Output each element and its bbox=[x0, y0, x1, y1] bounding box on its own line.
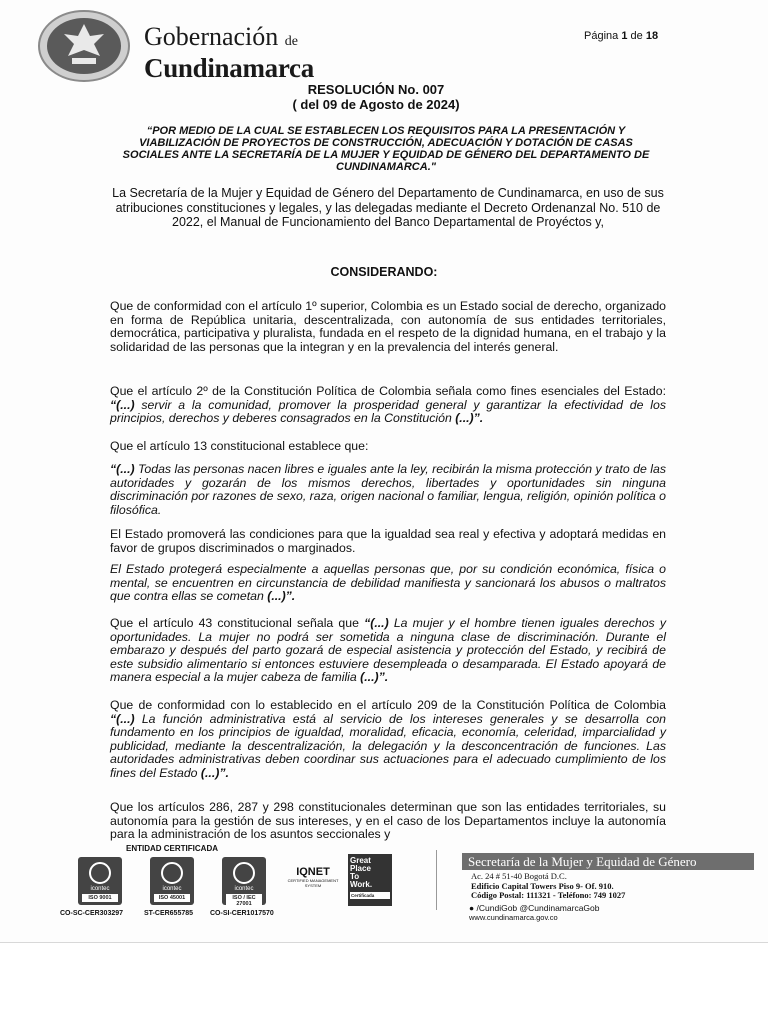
paragraph-article-209: Que de conformidad con lo establecido en el artículo 209 de la Constitución Política de Colombia “(...) La función administrativa está al servicio de los intereses generales y se desarrolla con fundamento en los principios de igualdad, moralidad, eficacia, economía, celeridad, imparcialidad y publicidad, mediante la descentralización, la delegación y la desconcentración de funciones. Las autoridades administrativas deben coordinar sus actuaciones para el adecuado cumplimiento de los fines del Estado (...)”. bbox=[110, 698, 666, 780]
quote-article-13-c: El Estado protegerá especialmente a aquellas personas que, por su condición económica, física o mental, se encuentren en circunstancia de debilidad manifiesta y sancionará los abusos o maltratos que contra ellas se cometan (...)”. bbox=[110, 562, 666, 604]
website-link[interactable]: www.cundinamarca.gov.co bbox=[469, 913, 558, 922]
iqnet-logo: IQNET CERTIFIED MANAGEMENT SYSTEM bbox=[287, 866, 339, 888]
resolution-date: ( del 09 de Agosto de 2024) bbox=[292, 97, 460, 112]
paragraph-article-1: Que de conformidad con el artículo 1º superior, Colombia es un Estado social de derecho, organizado en forma de República unitaria, descentralizada, con autonomía de sus entidades territoriales, democrática, participativa y pluralista, fundada en el respeto de la dignidad humana, en el trabajo y la solidaridad de las personas que la integran y en la prevalencia del interés general. bbox=[110, 299, 666, 354]
icontec-icon bbox=[89, 862, 111, 884]
certified-entity-label: ENTIDAD CERTIFICADA bbox=[126, 844, 218, 853]
paragraph-article-13: Que el artículo 13 constitucional establece que: bbox=[110, 439, 369, 453]
resolution-title: “POR MEDIO DE LA CUAL SE ESTABLECEN LOS REQUISITOS PARA LA PRESENTACIÓN Y VIABILIZACIÓN DE PROYECTOS DE CONSTRUCCIÓN, ADECUACIÓN Y DOTACIÓN DE CASAS SOCIALES ANTE LA SECRETARÍA DE LA MUJER Y EQUIDAD DE GÉNERO DEL DEPARTAMENTO DE CUNDINAMARCA." bbox=[122, 125, 650, 173]
great-place-to-work-badge: Great Place To Work. Certificada bbox=[348, 854, 392, 906]
cert-code: CO-SI-CER1017570 bbox=[210, 910, 274, 917]
facebook-icon: ● bbox=[469, 903, 475, 913]
brand-wordmark: Gobernación de Cundinamarca bbox=[144, 22, 314, 83]
page-number: Página 1 de 18 bbox=[584, 30, 659, 42]
considerando-heading: CONSIDERANDO: bbox=[330, 265, 438, 279]
resolution-number: RESOLUCIÓN No. 007 bbox=[307, 82, 445, 97]
paragraph-article-2: Que el artículo 2º de la Constitución Política de Colombia señala como fines esenciales del Estado: “(...) servir a la comunidad, promover la prosperidad general y garantizar la efectividad de los principios, derechos y deberes consagrados en la Constitución (...)”. bbox=[110, 384, 666, 426]
footer-divider bbox=[436, 850, 437, 910]
quote-article-13-a: “(...) Todas las personas nacen libres e iguales ante la ley, recibirán la misma protección y trato de las autoridades y gozarán de los mismos derechos, libertades y oportunidades sin ninguna discriminación por razones de sexo, raza, origen nacional o familiar, lengua, religión, opinión política o filosófica. bbox=[110, 462, 666, 517]
paragraph-article-43: Que el artículo 43 constitucional señala que “(...) La mujer y el hombre tienen iguales derechos y oportunidades. La mujer no podrá ser sometida a ninguna clase de discriminación. Durante el embarazo y después del parto gozará de especial asistencia y protección del Estado, y recibirá de este subsidio alimentario si entonces estuviere desempleada o desamparada. El Estado apoyará de manera especial a la mujer cabeza de familia (...)”. bbox=[110, 616, 666, 685]
icontec-icon bbox=[161, 862, 183, 884]
icontec-iso27001-badge: icontec ISO / IEC 27001 bbox=[222, 857, 266, 905]
cundinamarca-seal-logo bbox=[38, 10, 130, 82]
social-handles: ● /CundiGob @CundinamarcaGob bbox=[469, 903, 600, 913]
quote-article-13-b: El Estado promoverá las condiciones para que la igualdad sea real y efectiva y adoptará medidas en favor de grupos discriminados o marginados. bbox=[110, 527, 666, 555]
icontec-iso45001-badge: icontec ISO 45001 bbox=[150, 857, 194, 905]
icontec-icon bbox=[233, 862, 255, 884]
icontec-iso9001-badge: icontec ISO 9001 bbox=[78, 857, 122, 905]
secretaria-banner: Secretaría de la Mujer y Equidad de Género bbox=[462, 853, 754, 870]
cert-code: ST-CER655785 bbox=[144, 910, 194, 917]
intro-paragraph: La Secretaría de la Mujer y Equidad de Género del Departamento de Cundinamarca, en uso de sus atribuciones constituciones y legales, y las delegadas mediante el Decreto Ordenanzal No. 510 de 2022, el Manual de Funcionamiento del Banco Departamental de Proyéctos y, bbox=[112, 186, 664, 229]
address-block: Ac. 24 # 51-40 Bogotá D.C. Edificio Capital Towers Piso 9- Of. 910. Código Postal: 111321 - Teléfono: 749 1027 bbox=[471, 871, 626, 900]
paragraph-articles-286-287-298: Que los artículos 286, 287 y 298 constitucionales determinan que son las entidades territoriales, su autonomía para la gestión de sus intereses, y en el caso de los Departamentos incluye la autonomía para la administración de los asuntos seccionales y bbox=[110, 800, 666, 842]
cert-code: CO-SC-CER303297 bbox=[60, 910, 124, 917]
